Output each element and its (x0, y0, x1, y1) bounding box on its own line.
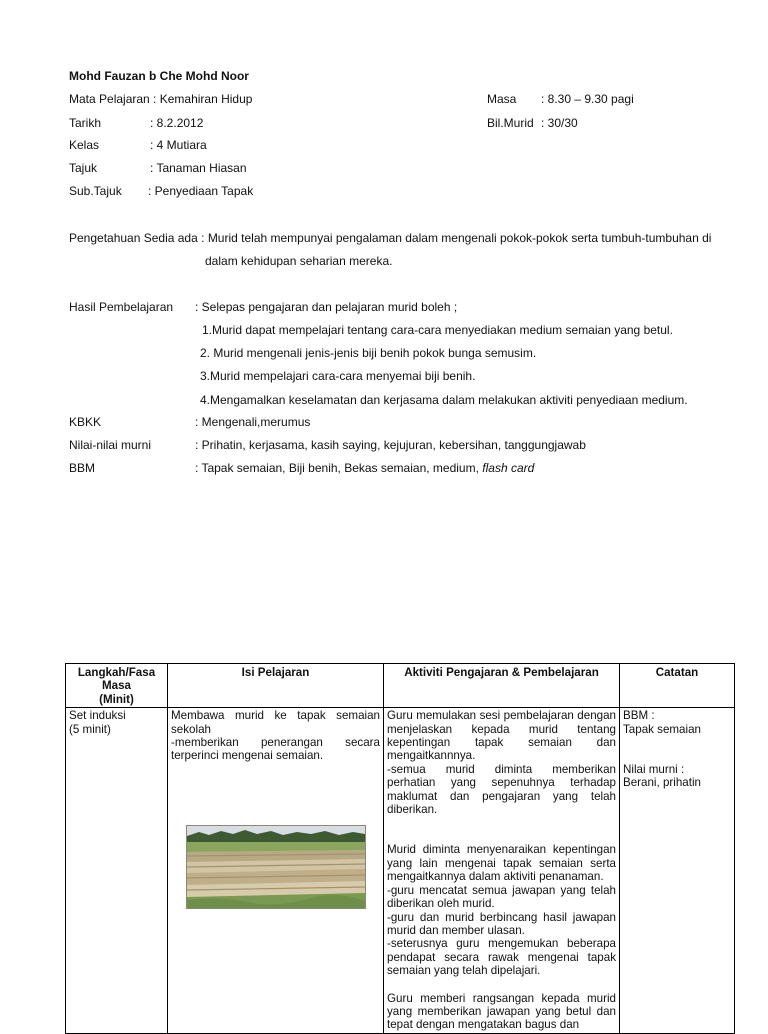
activity-paragraph: Guru memberi rangsangan kepada murid yang memberikan jawapan yang betul dan tepat dengan mengatakan bagus dan (387, 991, 616, 1032)
time-line: : 8.30 – 9.30 pagi (541, 92, 634, 106)
date-line: : 8.2.2012 (150, 116, 204, 130)
subtitle-line: : Penyediaan Tapak (148, 184, 254, 198)
bbm-value-italic: flash card (482, 461, 535, 475)
date-value: 8.2.2012 (156, 116, 204, 130)
step-name: Set induksi (69, 709, 126, 723)
outcome-item: 1.Murid dapat mempelajari tentang cara-cara menyediakan medium semaian yang betul. (202, 323, 673, 337)
bbm-label: BBM (69, 461, 96, 475)
time-value: 8.30 – 9.30 pagi (547, 92, 634, 106)
content-text: -memberikan penerangan secara terperinci mengenai semaian. (171, 736, 380, 763)
header-notes-column: Catatan (620, 664, 735, 708)
activity-paragraph: -guru dan murid berbincang hasil jawapan murid dan member ulasan. (387, 910, 616, 937)
content-cell (168, 708, 384, 1034)
content-text: Membawa murid ke tapak semaian sekolah (171, 709, 380, 736)
header-step-line2: Masa (101, 679, 131, 693)
notes-values-label: Nilai murni : (623, 763, 685, 777)
subtitle-label: Sub.Tajuk (69, 184, 122, 198)
class-line: : 4 Mutiara (150, 138, 207, 152)
kbkk-value: Mengenali,merumus (201, 415, 311, 429)
class-value: 4 Mutiara (156, 138, 207, 152)
activity-paragraph: Murid diminta menyenaraikan kepentingan yang lain mengenai tapak semaian serta mengaitkannya dalam aktiviti penanaman. (387, 843, 616, 884)
prior-knowledge-line2: dalam kehidupan seharian mereka. (205, 254, 393, 268)
activity-cell (384, 708, 620, 1034)
activity-paragraph: Guru memulakan sesi pembelajaran dengan menjelaskan kepada murid tentang kepentingan tapak semaian dan mengaitkannnya. (387, 709, 616, 763)
author-name: Mohd Fauzan b Che Mohd Noor (69, 69, 249, 83)
prior-knowledge-label: Pengetahuan Sedia ada (69, 231, 198, 245)
activity-paragraph: -seterusnya guru mengemukan beberapa pendapat secara rawak mengenai tapak semaian yang telah dipelajari. (387, 937, 616, 978)
time-label: Masa (487, 92, 517, 106)
students-line: : 30/30 (541, 116, 578, 130)
students-label: Bil.Murid (487, 116, 534, 130)
header-step-line3: (Minit) (99, 692, 134, 706)
table-row (66, 708, 735, 1034)
students-value: 30/30 (547, 116, 578, 130)
kbkk-label: KBKK (69, 415, 102, 429)
lesson-plan-table (65, 663, 735, 1034)
outcomes-intro: Selepas pengajaran dan pelajaran murid boleh ; (201, 300, 458, 314)
header-content-column: Isi Pelajaran (168, 664, 384, 708)
prior-knowledge-line1: Pengetahuan Sedia ada : Murid telah mempunyai pengalaman dalam mengenali pokok-pokok serta tumbuh-tumbuhan di (69, 231, 712, 245)
subject-label: Mata Pelajaran (69, 92, 150, 106)
bbm-line: : Tapak semaian, Biji benih, Bekas semaian, medium, flash card (195, 461, 535, 475)
kbkk-line: : Mengenali,merumus (195, 415, 311, 429)
title-value: Tanaman Hiasan (156, 161, 247, 175)
notes-cell (620, 708, 735, 1034)
outcomes-label: Hasil Pembelajaran (69, 300, 174, 314)
values-line: : Prihatin, kerjasama, kasih saying, kejujuran, kebersihan, tanggungjawab (195, 438, 586, 452)
header-activity-column: Aktiviti Pengajaran & Pembelajaran (384, 664, 620, 708)
notes-bbm-label: BBM : (623, 709, 655, 723)
table-header-row (66, 664, 735, 708)
activity-paragraph: -guru mencatat semua jawapan yang telah diberikan oleh murid. (387, 883, 616, 911)
subtitle-value: Penyediaan Tapak (154, 184, 254, 198)
notes-values-value: Berani, prihatin (623, 776, 701, 790)
title-line: : Tanaman Hiasan (150, 161, 247, 175)
prior-knowledge-text: Murid telah mempunyai pengalaman dalam mengenali pokok-pokok serta tumbuh-tumbuhan di (207, 231, 712, 245)
values-value: Prihatin, kerjasama, kasih saying, kejujuran, kebersihan, tanggungjawab (201, 438, 586, 452)
outcome-item: 2. Murid mengenali jenis-jenis biji benih pokok bunga semusim. (200, 346, 537, 360)
outcomes-intro-line: : Selepas pengajaran dan pelajaran murid boleh ; (195, 300, 458, 314)
subject-line: Mata Pelajaran : Kemahiran Hidup (69, 92, 253, 106)
activity-paragraph: -semua murid diminta memberikan perhatian yang sepenuhnya terhadap maklumat dan pengajaran yang telah diberikan. (387, 762, 616, 817)
date-label: Tarikh (69, 116, 102, 130)
seedbed-photo (186, 825, 366, 909)
class-label: Kelas (69, 138, 100, 152)
step-cell (66, 708, 168, 1034)
header-step-line1: Langkah/Fasa (77, 666, 156, 679)
subject-value: Kemahiran Hidup (159, 92, 253, 106)
header-step-column (66, 664, 168, 708)
bbm-value: Tapak semaian, Biji benih, Bekas semaian, medium, (201, 461, 479, 475)
outcome-item: 3.Murid mempelajari cara-cara menyemai biji benih. (200, 369, 476, 383)
outcome-item: 4.Mengamalkan keselamatan dan kerjasama dalam melakukan aktiviti penyediaan medium. (200, 393, 688, 407)
values-label: Nilai-nilai murni (69, 438, 152, 452)
title-label: Tajuk (69, 161, 98, 175)
notes-bbm-value: Tapak semaian (623, 722, 701, 736)
step-duration: (5 minit) (69, 722, 111, 736)
